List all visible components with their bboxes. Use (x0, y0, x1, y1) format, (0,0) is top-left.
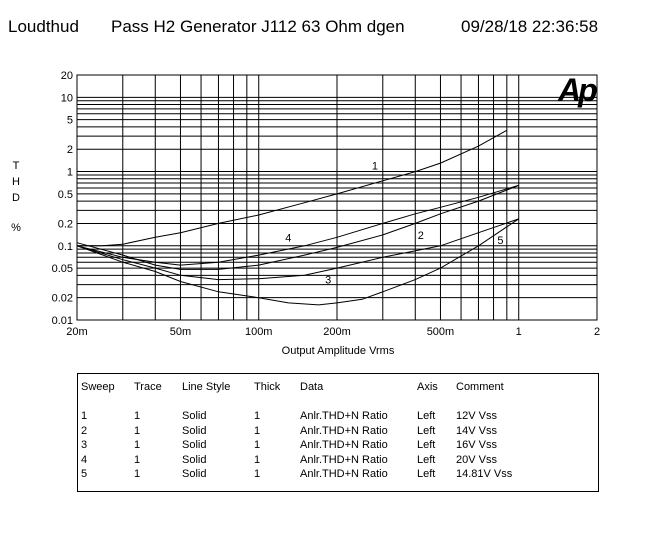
x-tick-label: 20m (66, 326, 88, 338)
y-tick-label: 2 (66, 144, 73, 157)
series-label-2: 2 (417, 229, 424, 242)
y-tick-label: 0.05 (51, 263, 73, 276)
x-tick-label: 500m (426, 326, 455, 338)
x-tick-label: 200m (323, 326, 351, 338)
legend-row (78, 410, 598, 424)
series-label-1: 1 (371, 160, 379, 173)
legend-row (78, 425, 598, 439)
legend-cell-comment: 16V Vss (456, 439, 497, 451)
timestamp: 09/28/18 22:36:58 (461, 17, 599, 36)
series-label-4: 4 (285, 232, 292, 245)
legend-cell-thick: 1 (254, 410, 261, 422)
legend-cell-sweep: 1 (81, 410, 88, 422)
y-tick-label: 20 (60, 70, 73, 82)
legend-cell-comment: 14V Vss (456, 424, 497, 437)
legend-cell-data: Anlr.THD+N Ratio (300, 468, 388, 480)
legend-cell-thick: 1 (254, 424, 261, 437)
legend-cell-sweep: 5 (81, 468, 88, 480)
legend-cell-data: Anlr.THD+N Ratio (300, 410, 388, 422)
series-label-5: 5 (497, 234, 504, 247)
y-tick-label: 5 (66, 114, 73, 127)
legend-cell-comment: 14.81V Vss (456, 468, 513, 480)
legend-cell-axis: Left (417, 410, 436, 422)
x-tick-label: 2 (593, 326, 601, 338)
y-title-char: H (12, 176, 20, 188)
legend-cell-thick: 1 (254, 453, 261, 466)
x-tick-label: 1 (515, 326, 522, 338)
y-tick-label: 10 (60, 92, 73, 105)
legend-row (78, 454, 598, 468)
legend-cell-trace: 1 (134, 453, 141, 466)
legend-cell-line-style: Solid (182, 424, 207, 437)
legend-table (77, 373, 599, 492)
y-tick-label: 0.2 (57, 218, 73, 231)
legend-cell-axis: Left (417, 453, 436, 466)
x-axis-label: Output Amplitude Vrms (281, 345, 395, 357)
legend-cell-axis: Left (417, 468, 436, 480)
x-tick-label: 100m (244, 326, 273, 338)
legend-header-trace: Trace (134, 381, 162, 393)
legend-cell-line-style: Solid (182, 439, 207, 451)
legend-cell-axis: Left (417, 424, 436, 437)
y-tick-label: 0.01 (51, 315, 73, 327)
y-tick-label: 0.5 (57, 188, 73, 201)
legend-cell-sweep: 3 (81, 439, 88, 451)
legend-cell-trace: 1 (134, 424, 141, 437)
y-title-char: % (11, 222, 21, 234)
legend-cell-trace: 1 (134, 468, 141, 480)
legend-cell-trace: 1 (134, 410, 141, 422)
legend-cell-sweep: 4 (81, 453, 88, 466)
legend-cell-thick: 1 (254, 468, 261, 480)
legend-row (78, 468, 598, 482)
legend-header-line-style: Line Style (182, 381, 231, 393)
legend-header-comment: Comment (456, 381, 504, 393)
legend-cell-trace: 1 (134, 439, 141, 451)
legend-cell-thick: 1 (254, 439, 261, 451)
header-left-label: Loudthud (8, 17, 79, 36)
legend-cell-data: Anlr.THD+N Ratio (300, 424, 388, 437)
legend-header-row (78, 381, 598, 395)
legend-cell-line-style: Solid (182, 468, 207, 480)
y-title-char: D (12, 192, 20, 204)
legend-header-sweep: Sweep (81, 381, 115, 393)
chart-title: Pass H2 Generator J112 63 Ohm dgen (111, 17, 405, 36)
y-tick-label: 0.1 (57, 240, 73, 253)
legend-header-axis: Axis (417, 381, 438, 393)
legend-cell-data: Anlr.THD+N Ratio (300, 453, 388, 466)
y-tick-label: 1 (66, 166, 73, 179)
legend-cell-line-style: Solid (182, 453, 207, 466)
legend-header-data: Data (300, 381, 324, 393)
y-title-char: T (12, 160, 20, 172)
legend-cell-data: Anlr.THD+N Ratio (300, 439, 388, 451)
ap-logo: Ap (558, 72, 595, 108)
legend-cell-comment: 12V Vss (456, 410, 497, 422)
legend-cell-line-style: Solid (182, 410, 207, 422)
series-label-3: 3 (325, 274, 332, 287)
legend-cell-comment: 20V Vss (456, 453, 497, 466)
legend-cell-sweep: 2 (81, 424, 88, 437)
y-tick-label: 0.02 (51, 292, 73, 305)
legend-header-thick: Thick (254, 381, 281, 393)
legend-cell-axis: Left (417, 439, 436, 451)
legend-row (78, 439, 598, 453)
x-tick-label: 50m (169, 326, 192, 338)
